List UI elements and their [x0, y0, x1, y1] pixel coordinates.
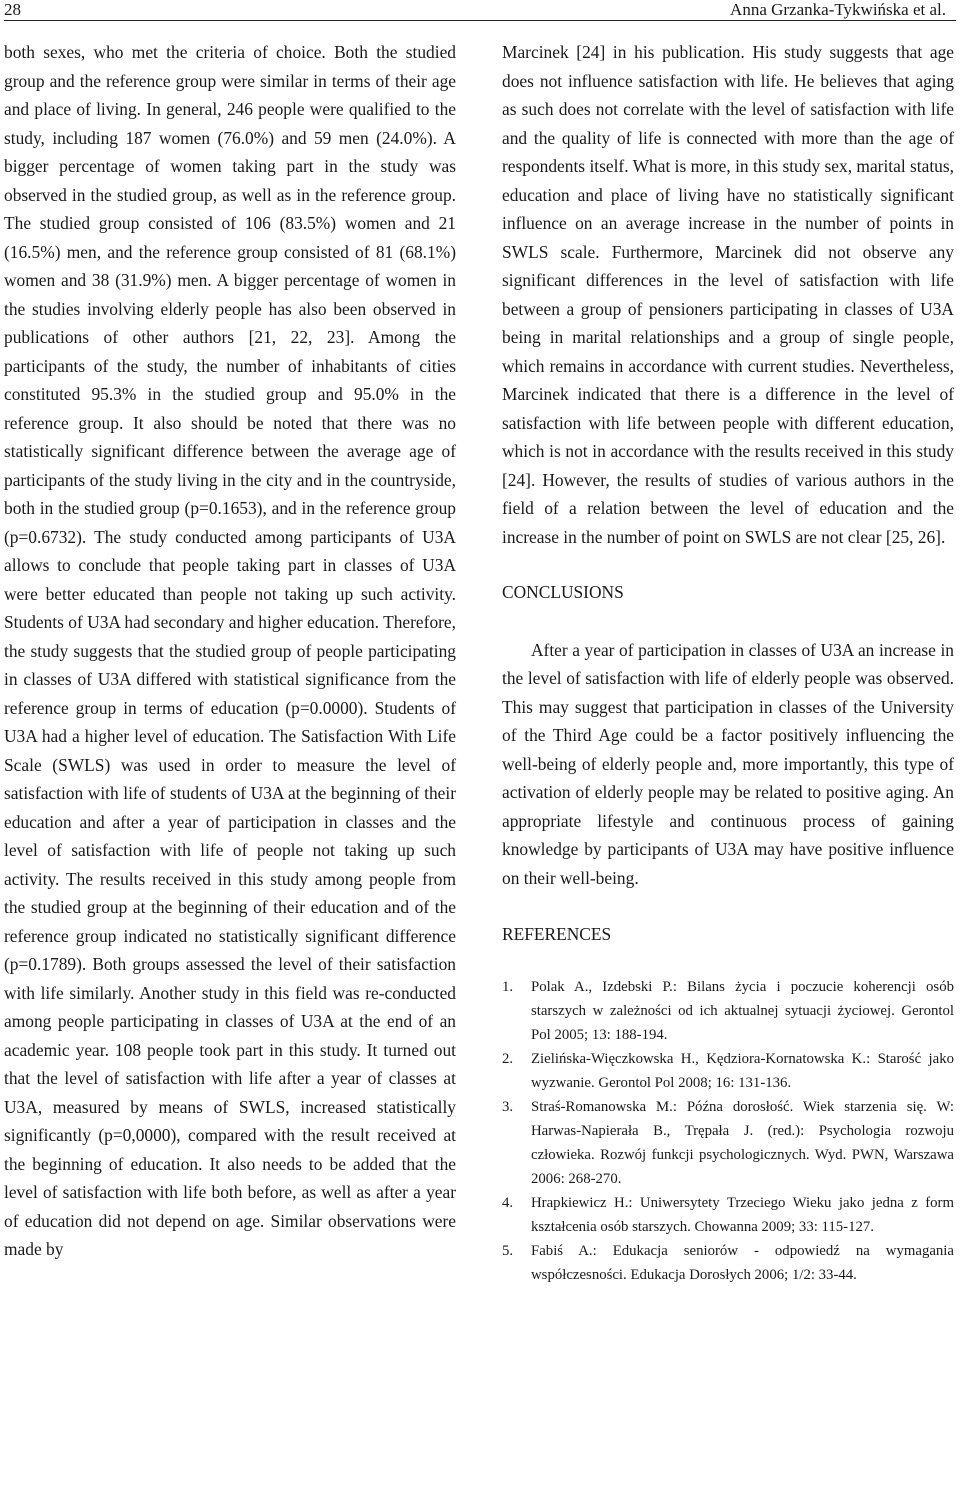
reference-number: 1.	[502, 978, 514, 995]
reference-text: Hrapkiewicz H.: Uniwersytety Trzeciego Wieku jako jedna z form kształcenia osób starszych. Chowanna 2009; 33: 115-127.	[531, 1194, 954, 1235]
reference-text: Fabiś A.: Edukacja seniorów - odpowiedź na wymagania współczesności. Edukacja Dorosłych 2006; 1/2: 33-44.	[531, 1242, 954, 1283]
reference-number: 3.	[502, 1098, 514, 1115]
running-header-authors: Anna Grzanka-Tykwińska et al.	[730, 0, 946, 19]
reference-text: Straś-Romanowska M.: Późna dorosłość. Wiek starzenia się. W: Harwas-Napierała B., Trępała J. (red.): Psychologia rozwoju człowieka. Rozwój funkcji psychologicznych. Wyd. PWN, Warszawa 2006: 268-270.	[531, 1098, 954, 1187]
conclusions-heading: CONCLUSIONS	[502, 582, 624, 602]
reference-number: 5.	[502, 1242, 514, 1259]
conclusions-paragraph: After a year of participation in classes of U3A an increase in the level of satisfaction with life of elderly people was observed. This may suggest that participation in classes of the University of the Third Age could be a factor positively influencing the well-being of elderly people and, more importantly, this type of activation of elderly people may be related to positive aging. An appropriate lifestyle and continuous process of gaining knowledge by participants of U3A may have positive influence on their well-being.	[502, 639, 954, 888]
reference-item	[502, 1047, 954, 1095]
reference-item	[502, 1095, 954, 1191]
reference-item	[502, 1239, 954, 1287]
references-list	[502, 975, 954, 1287]
body-paragraph: Marcinek [24] in his publication. His study suggests that age does not influence satisfaction with life. He believes that aging as such does not correlate with the level of satisfaction with life and the quality of life is connected with more than the age of respondents itself. What is more, in this study sex, marital status, education and place of living have no statistically significant influence on an average increase in the number of points in SWLS scale. Furthermore, Marcinek did not observe any significant differences in the level of satisfaction with life between a group of pensioners participating in classes of U3A being in marital relationships and a group of single people, which remains in accordance with current studies. Nevertheless, Marcinek indicated that there is a difference in the level of satisfaction with life between people with different education, which is not in accordance with the results received in this study [24]. However, the results of studies of various authors in the field of a relation between the level of education and the increase in the number of point on SWLS are not clear [25, 26].	[502, 42, 954, 547]
left-column	[4, 38, 456, 1264]
right-column	[502, 38, 954, 1287]
reference-text: Zielińska-Więczkowska H., Kędziora-Kornatowska K.: Starość jako wyzwanie. Gerontol Pol 2008; 16: 131-136.	[531, 1050, 954, 1091]
reference-item	[502, 975, 954, 1047]
reference-text: Polak A., Izdebski P.: Bilans życia i poczucie koherencji osób starszych w zależności od ich aktualnej sytuacji życiowej. Gerontol Pol 2005; 13: 188-194.	[531, 978, 954, 1043]
body-paragraph: both sexes, who met the criteria of choice. Both the studied group and the reference group were similar in terms of their age and place of living. In general, 246 people were qualified to the study, including 187 women (76.0%) and 59 men (24.0%). A bigger percentage of women taking part in the study was observed in the studied group, as well as in the reference group. The studied group consisted of 106 (83.5%) women and 21 (16.5%) men, and the reference group consisted of 81 (68.1%) women and 38 (31.9%) men. A bigger percentage of women in the studies involving elderly people has also been observed in publications of other authors [21, 22, 23]. Among the participants of the study, the number of inhabitants of cities constituted 95.3% in the studied group and 95.0% in the reference group. It also should be noted that there was no statistically significant difference between the average age of participants of the study living in the city and in the countryside, both in the studied group (p=0.1653), and in the reference group (p=0.6732). The study conducted among participants of U3A allows to conclude that people taking part in classes of U3A were better educated than people not taking up such activity. Students of U3A had secondary and higher education. Therefore, the study suggests that the studied group of people participating in classes of U3A differed with statistical significance from the reference group in terms of education (p=0.0000). Students of U3A had a higher level of education. The Satisfaction With Life Scale (SWLS) was used in order to measure the level of satisfaction with life of students of U3A at the beginning of their education and after a year of participation in classes and the level of satisfaction with life of people not taking up such activity. The results received in this study among people from the studied group at the beginning of their education and of the reference group indicated no statistically significant difference (p=0.1789). Both groups assessed the level of their satisfaction with life similarly. Another study in this field was re-conducted among people participating in classes of U3A at the end of an academic year. 108 people took part in this study. It turned out that the level of satisfaction with life after a year of classes at U3A, measured by means of SWLS, increased statistically significantly (p=0,0000), compared with the result received at the beginning of education. It also needs to be added that the level of satisfaction with life both before, as well as after a year of education did not depend on age. Similar observations were made by	[4, 42, 456, 1259]
running-header	[4, 0, 956, 21]
reference-number: 4.	[502, 1194, 514, 1211]
references-heading: REFERENCES	[502, 924, 612, 944]
page-number: 28	[4, 0, 21, 19]
reference-item	[502, 1191, 954, 1239]
reference-number: 2.	[502, 1050, 514, 1067]
